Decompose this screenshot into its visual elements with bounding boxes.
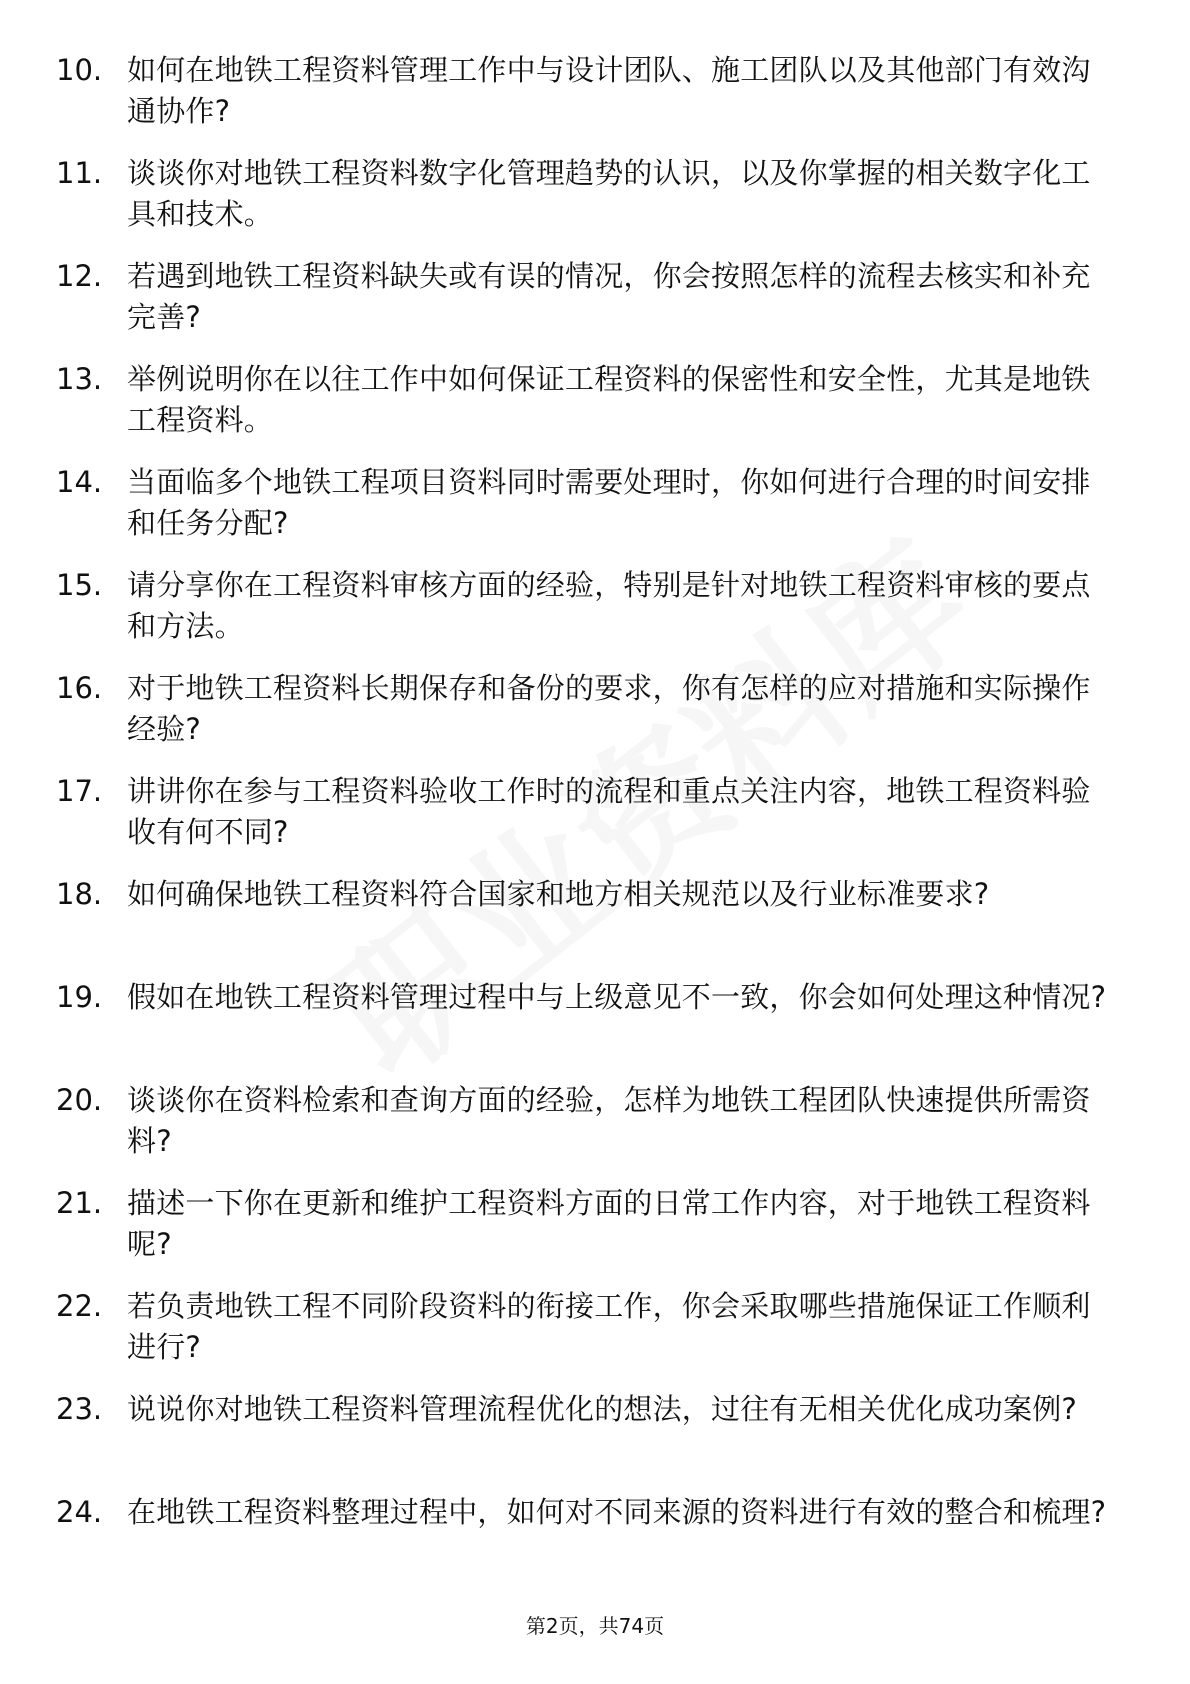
- question-number: 13.: [56, 362, 103, 396]
- question-item: [0, 1389, 1190, 1492]
- question-number: 21.: [56, 1186, 103, 1220]
- question-text: 若负责地铁工程不同阶段资料的衔接工作，你会采取哪些措施保证工作顺利进行?: [127, 1289, 1091, 1364]
- question-item: [0, 359, 1190, 462]
- question-item: [0, 1080, 1190, 1183]
- question-text: 讲讲你在参与工程资料验收工作时的流程和重点关注内容，地铁工程资料验收有何不同?: [127, 774, 1091, 849]
- question-item: [0, 1492, 1190, 1595]
- question-text: 若遇到地铁工程资料缺失或有误的情况，你会按照怎样的流程去核实和补充完善?: [127, 259, 1091, 334]
- question-text: 如何确保地铁工程资料符合国家和地方相关规范以及行业标准要求?: [127, 877, 990, 911]
- question-text: 谈谈你对地铁工程资料数字化管理趋势的认识，以及你掌握的相关数字化工具和技术。: [127, 156, 1091, 231]
- question-item: [0, 1183, 1190, 1286]
- question-text: 当面临多个地铁工程项目资料同时需要处理时，你如何进行合理的时间安排和任务分配?: [127, 465, 1091, 540]
- question-number: 15.: [56, 568, 103, 602]
- question-text: 描述一下你在更新和维护工程资料方面的日常工作内容，对于地铁工程资料呢?: [127, 1186, 1091, 1261]
- question-text: 请分享你在工程资料审核方面的经验，特别是针对地铁工程资料审核的要点和方法。: [127, 568, 1091, 643]
- question-text: 举例说明你在以往工作中如何保证工程资料的保密性和安全性，尤其是地铁工程资料。: [127, 362, 1091, 437]
- question-list: [0, 50, 1190, 1595]
- question-number: 20.: [56, 1083, 103, 1117]
- question-item: [0, 977, 1190, 1080]
- question-text: 对于地铁工程资料长期保存和备份的要求，你有怎样的应对措施和实际操作经验?: [127, 671, 1091, 746]
- question-number: 10.: [56, 53, 103, 87]
- question-text: 谈谈你在资料检索和查询方面的经验，怎样为地铁工程团队快速提供所需资料?: [127, 1083, 1091, 1158]
- question-number: 11.: [56, 156, 103, 190]
- question-item: [0, 153, 1190, 256]
- question-item: [0, 565, 1190, 668]
- question-text: 假如在地铁工程资料管理过程中与上级意见不一致，你会如何处理这种情况?: [127, 980, 1107, 1014]
- question-number: 22.: [56, 1289, 103, 1323]
- question-text: 在地铁工程资料整理过程中，如何对不同来源的资料进行有效的整合和梳理?: [127, 1495, 1107, 1529]
- question-item: [0, 462, 1190, 565]
- question-item: [0, 256, 1190, 359]
- page-footer: [0, 1612, 1190, 1640]
- question-number: 14.: [56, 465, 103, 499]
- question-item: [0, 874, 1190, 977]
- page-number-label: 第2页，共74页: [525, 1614, 665, 1638]
- question-number: 12.: [56, 259, 103, 293]
- question-item: [0, 668, 1190, 771]
- question-item: [0, 771, 1190, 874]
- question-number: 19.: [56, 980, 103, 1014]
- question-text: 如何在地铁工程资料管理工作中与设计团队、施工团队以及其他部门有效沟通协作?: [127, 53, 1091, 128]
- question-number: 23.: [56, 1392, 103, 1426]
- question-number: 17.: [56, 774, 103, 808]
- question-number: 16.: [56, 671, 103, 705]
- question-number: 18.: [56, 877, 103, 911]
- question-item: [0, 1286, 1190, 1389]
- question-text: 说说你对地铁工程资料管理流程优化的想法，过往有无相关优化成功案例?: [127, 1392, 1077, 1426]
- question-number: 24.: [56, 1495, 103, 1529]
- question-item: [0, 50, 1190, 153]
